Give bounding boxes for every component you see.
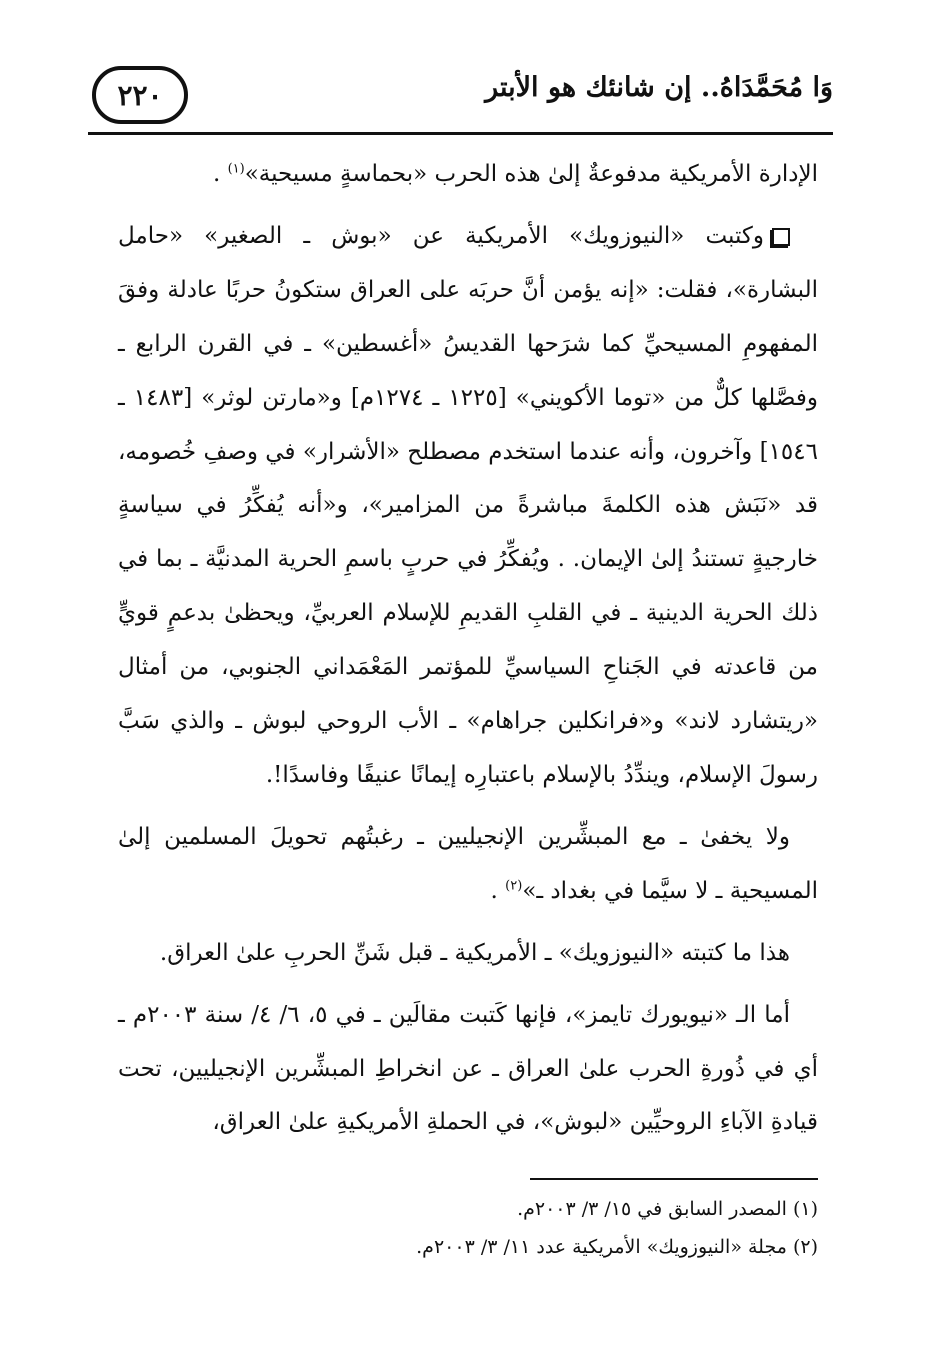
paragraph-1 (118, 148, 818, 202)
paragraph-5: أما الـ «نيويورك تايمز»، فإنها كَتبت مقالَين ـ في ٥، ٦/ ٤/ سنة ٢٠٠٣م ـ أي في ذُورةِ الحرب علىٰ العراق ـ عن انخراطِ المبشِّرين الإنجيليين، تحت قيادةِ الآباءِ الروحيِّين «لبوش»، في الحملةِ الأمريكيةِ علىٰ العراق، (118, 1001, 818, 1136)
page-number: ٢٢٠ (92, 66, 188, 124)
paragraph-1-text: الإدارة الأمريكية مدفوعةٌ إلىٰ هذه الحرب «بحماسةٍ مسيحية» (244, 161, 818, 187)
paragraph-4: هذا ما كتبته «النيوزويك» ـ الأمريكية ـ قبل شَنِّ الحربِ علىٰ العراق. (159, 939, 790, 966)
footnote-ref-2: (٢) (505, 878, 523, 894)
footnote-ref-1: (١) (227, 161, 245, 177)
paragraph-2 (118, 210, 818, 803)
footnote-1: (١) المصدر السابق في ١٥/ ٣/ ٢٠٠٣م. (517, 1198, 818, 1220)
running-title: وَا مُحَمَّدَاهُ.. إن شانئك هو الأبتر (485, 72, 833, 103)
page-header (88, 62, 833, 135)
main-text (118, 148, 818, 1150)
paragraph-3 (118, 811, 818, 919)
paragraph-3-text: ولا يخفىٰ ـ مع المبشِّرين الإنجيليين ـ رغبتُهم تحويلَ المسلمين إلىٰ المسيحية ـ لا سيَّما في بغداد ـ» (118, 823, 818, 904)
paragraph-3-end: . (490, 877, 506, 904)
footnote-2: (٢) مجلة «النيوزويك» الأمريكية عدد ١١/ ٣/ ٢٠٠٣م. (416, 1236, 818, 1258)
paragraph-1-end: . (212, 161, 228, 187)
square-bullet-icon (772, 228, 790, 246)
paragraph-2-text: وكتبت «النيوزويك» الأمريكية عن «بوش ـ الصغير» «حامل البشارة»، فقلت: «إنه يؤمن أنَّ حربَه على العراق ستكونُ حربًا عادلة وفقَ المفهومِ المسيحيِّ كما شرَحها القديسُ «أغسطين» ـ في القرن الرابع ـ وفصَّلها كلٌّ من «توما الأكويني» [١٢٢٥ ـ ١٢٧٤م] و«مارتن لوثر» [١٤٨٣ ـ ١٥٤٦] وآخرون، وأنه عندما استخدم مصطلح «الأشرار» في وصفِ خُصومه، قد «نَبَش هذه الكلمةَ مباشرةً من المزامير»، و«أنه يُفكِّرُ في سياسةٍ خارجيةٍ تستندُ إلىٰ الإيمان. . ويُفكِّرُ في حربٍ باسمِ الحرية المدنيَّة ـ بما في ذلك الحرية الدينية ـ في القلبِ القديمِ للإسلام العربيِّ، ويحظىٰ بدعمٍ قويٍّ من قاعدته في الجَناحِ السياسيِّ للمؤتمر المَعْمَداني الجنوبي، من أمثال «ريتشارد لاند» و«فرانكلين جراهام» ـ الأب الروحي لبوش ـ والذي سَبَّ رسولَ الإسلام، ويندِّدُ بالإسلام باعتبارِه إيمانًا عنيفًا وفاسدًا!. (118, 222, 818, 788)
footnote-divider (530, 1178, 818, 1180)
footnotes (118, 1190, 818, 1266)
